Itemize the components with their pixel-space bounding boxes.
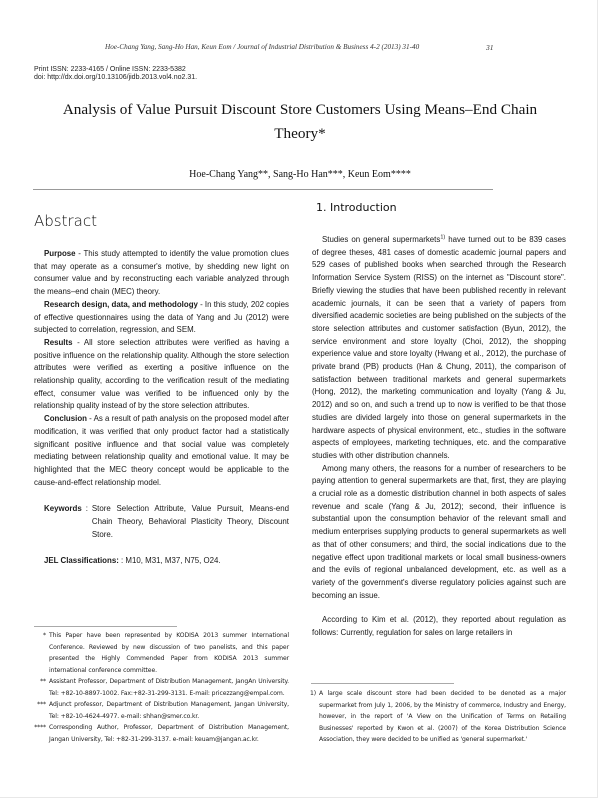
footnote-item — [30, 630, 289, 676]
footnotes-left — [30, 630, 289, 745]
conclusion-text: - As a result of path analysis on the proposed model after modification, it was verified that only product factor had a statistically significant positive influence and that social value was completely mediating between relationship quality and emotional value. It may be highlighted that the MEC theory concept would be applicable to the cause-and-effect relationship model. — [34, 414, 289, 487]
footnote-divider-left — [34, 626, 177, 627]
title-divider — [33, 189, 493, 190]
footnote-text: A large scale discount store had been decided to be denoted as a major supermarket from July 1, 2006, by the Ministry of commerce, Industry and Energy, however, in the report of 'A View on the Unification of Terms on Retailing Businesses' reported by Kwon et al. (2007) of the Korea Distribution Science Association, they were decided to be unified as 'general supermarket.' — [319, 690, 566, 743]
issn-line: Print ISSN: 2233-4165 / Online ISSN: 2233-5382 — [34, 66, 186, 73]
footnote-divider-right — [311, 683, 454, 684]
purpose-label: Purpose — [44, 249, 76, 258]
footnote-mark: ** — [40, 678, 46, 685]
abstract-results — [34, 337, 289, 413]
author-list: Hoe-Chang Yang**, Sang-Ho Han***, Keun Eom**** — [189, 169, 411, 180]
issn-block — [34, 66, 197, 83]
page-number: 31 — [486, 43, 494, 52]
keywords-label: Keywords — [44, 504, 82, 514]
doi-line: doi: http://dx.doi.org/10.13106/jidb.2013.vol4.no2.31. — [34, 74, 198, 82]
footnote-ref: 1) — [440, 234, 446, 241]
footnotes-right — [300, 688, 566, 746]
jel-label: JEL Classifications: — [44, 556, 119, 566]
footnote-item — [30, 699, 289, 722]
footnote-text: Corresponding Author, Professor, Department of Distribution Management, Jangan University, Tel: +82-31-299-3137. e-mail: keuam@jangan.ac.kr. — [49, 724, 289, 743]
conclusion-label: Conclusion — [44, 414, 87, 424]
intro-p1-rest: have turned out to be 839 cases of degree theses, 481 cases of domestic academic journal papers and 529 cases of published books when searched through the Research Information Service System (RISS) on the internet as "Discount store". Briefly viewing the studies that have been published recently in relevant academic journals, it can be seen that a variety of papers from diversified academic societies are being published on the subjects of the store selection attributes and customer satisfaction (Byun, 2012), the service environment and store loyalty (Choi, 2012), the shopping experience value and store loyalty (Hwang et al., 2012), the purchase of private brand (PB) products (Han & Chung, 2011), the comparison of satisfaction between traditional markets and general supermarkets (Hong, 2012), the marketing communication and loyalty (Yang & Ju, 2012) and so on, and such a trend up to now is verified to be that those studies are divided largely into those on general supermarkets in the hardware aspects of physical environment, etc., studies in the software aspects of employees, marketing techniques, etc. and the comparative studies with other distribution channels. — [312, 235, 567, 460]
purpose-text: - This study attempted to identify the value promotion clues that may operate as a consumer's motive, by shedding new light on consumer value and by reconstructing each variable analyzed through the means–end chain (MEC) theory. — [34, 249, 289, 297]
keywords-row — [34, 503, 289, 541]
footnote-text: Assistant Professor, Department of Distribution Management, JangAn University. Tel: +82-10-8897-1002. Fax:+82-31-299-3131. E-mail: pricezzang@empal.com. — [49, 678, 289, 697]
footnote-item — [30, 722, 289, 745]
intro-paragraph-3: According to Kim et al. (2012), they reported about regulation as follows: Currently, regulation for sales on large retailers in — [312, 615, 566, 638]
jel-row — [34, 555, 289, 568]
introduction-heading: 1. Introduction — [316, 201, 397, 214]
abstract-design — [34, 299, 289, 337]
abstract-heading: Abstract — [34, 212, 97, 230]
intro-paragraph-1 — [312, 234, 566, 463]
footnote-mark: * — [43, 632, 46, 639]
keywords-separator: : — [85, 504, 88, 514]
results-label: Results — [44, 337, 73, 347]
results-text: - All store selection attributes were verified as having a positive influence on the relationship quality. Although the store selection attributes were verified as exerting a positive influence on the relationship quality, according to the verification result of the mediating effect, consumer value was verified to be influenced only by the relationship quality instead of by the store selection attributes. — [34, 337, 289, 411]
design-label: Research design, data, and methodology — [44, 299, 198, 309]
footnote-item — [30, 676, 289, 699]
design-text: - In this study, 202 copies of effective questionnaires using the data of Yang and Ju (2012) were subjected to correlation, regression, and SEM. — [34, 299, 289, 335]
footnote-item — [300, 688, 566, 746]
keywords-value: Store Selection Attribute, Value Pursuit, Means-end Chain Theory, Behavioral Plasticity Theory, Discount Store. — [91, 504, 289, 539]
running-head: Hoe-Chang Yang, Sang-Ho Han, Keun Eom / Journal of Industrial Distribution & Business 4-2 (2013) 31-40 — [105, 43, 420, 51]
footnote-mark: **** — [34, 724, 46, 731]
introduction-column — [312, 201, 566, 640]
footnote-text: Adjunct professor, Department of Distribution Management, Jangan University, Tel: +82-10-4624-4977. e-mail: shhan@smer.co.kr. — [49, 701, 289, 720]
jel-value: : M10, M31, M37, N75, O24. — [118, 556, 221, 566]
abstract-column — [34, 211, 289, 568]
paper-title: Analysis of Value Pursuit Discount Store Customers Using Means–End Chain Theory* — [62, 101, 538, 142]
footnote-mark: 1) — [309, 690, 316, 697]
abstract-conclusion — [34, 413, 289, 489]
intro-p1-start: Studies on general supermarkets — [322, 235, 441, 244]
footnote-mark: *** — [37, 701, 46, 708]
intro-paragraph-2: Among many others, the reasons for a number of researchers to be paying attention to general supermarkets are that, first, they are playing a crucial role as a domestic distribution channel in both aspects of sales revenue and scale (Yang & Ju, 2012); second, their influence is substantial upon the consumption behavior of the relevant small and medium enterprises supplying products to general supermarkets as well as that of other consumers; and third, the social indications due to the negative effect upon traditional markets or local small business-owners and the evils of regional unbalanced development, etc. as well as a variety of the government's diverse regulatory policies against such are becoming an issue. — [312, 463, 566, 600]
footnote-text: This Paper have been represented by KODISA 2013 summer International Conference. Reviewed by new discussion of two panelists, and this paper presented the Highly Commended Paper from KODISA 2013 summer international conference committee. — [49, 632, 289, 674]
abstract-purpose — [34, 248, 289, 299]
